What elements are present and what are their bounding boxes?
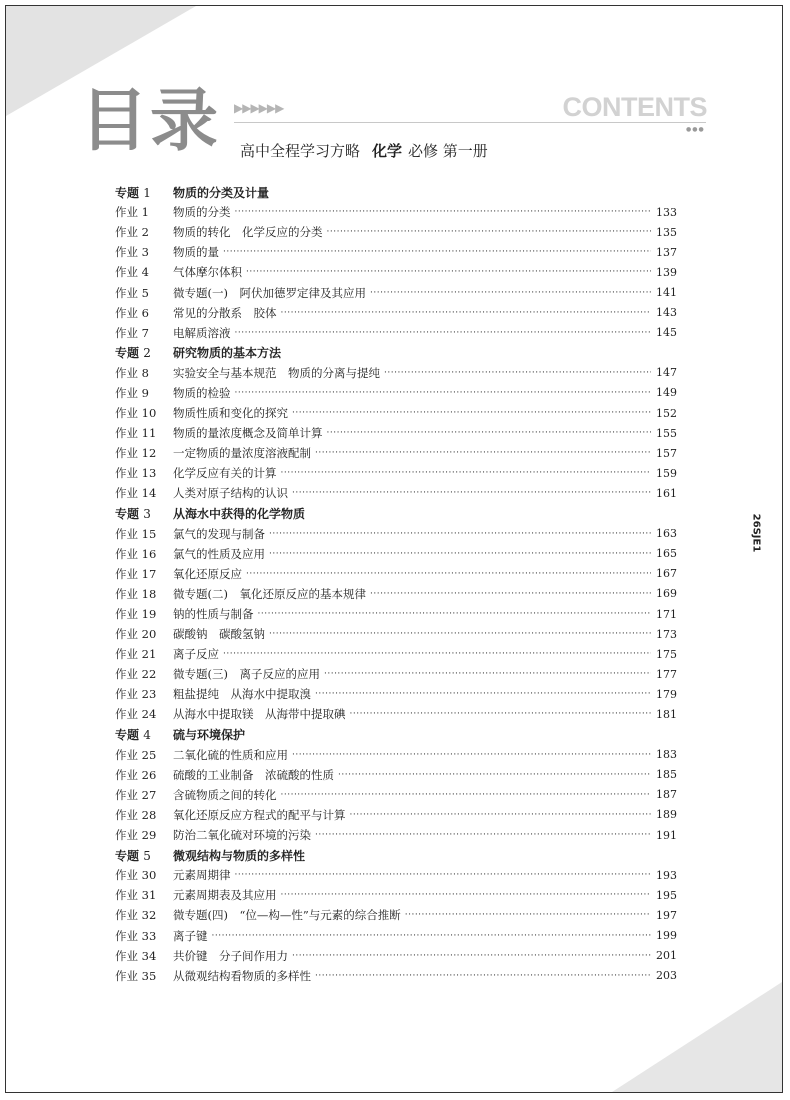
dot-leader	[350, 708, 652, 720]
assignment-number: 作业 9	[115, 385, 149, 400]
section-number: 3	[143, 507, 151, 522]
page-number: 167	[656, 567, 677, 581]
page-number: 152	[656, 406, 677, 420]
dot-leader	[281, 789, 652, 801]
section-label-text: 专题	[115, 728, 140, 743]
page-number: 191	[656, 828, 677, 842]
assignment-title: 碳酸钠 碳酸氢钠	[173, 627, 265, 642]
toc-item[interactable]	[115, 664, 677, 684]
arrow-decoration-icon: ▶▶▶▶▶▶	[234, 101, 284, 115]
assignment-number: 作业 4	[115, 265, 149, 280]
assignment-title: 从微观结构看物质的多样性	[173, 968, 311, 983]
assignment-number: 作业 21	[115, 647, 157, 662]
toc-item[interactable]	[115, 584, 677, 604]
section-number: 4	[143, 728, 151, 743]
dot-leader	[324, 668, 651, 680]
subtitle-subject: 化学	[372, 142, 403, 160]
toc-section-heading	[115, 504, 677, 524]
page-number: 197	[656, 908, 677, 922]
assignment-number: 作业 26	[115, 767, 157, 782]
assignment-number: 作业 11	[115, 426, 157, 441]
assignment-number: 作业 1	[115, 205, 149, 220]
dot-leader	[327, 427, 652, 439]
dot-leader	[223, 648, 651, 660]
page-number: 181	[656, 707, 677, 721]
assignment-title: 物质的分类	[173, 205, 231, 220]
assignment-title: 含硫物质之间的转化	[173, 787, 277, 802]
section-label	[115, 344, 173, 361]
section-number: 5	[143, 848, 151, 863]
assignment-number: 作业 22	[115, 667, 157, 682]
section-label-text: 专题	[115, 848, 140, 863]
assignment-title: 元素周期律	[173, 868, 231, 883]
dot-leader	[327, 226, 652, 238]
dot-leader	[405, 909, 651, 921]
assignment-title: 物质的转化 化学反应的分类	[173, 225, 323, 240]
assignment-title: 防治二氧化硫对环境的污染	[173, 828, 311, 843]
dot-leader	[235, 869, 652, 881]
page-number: 171	[656, 607, 677, 621]
dot-leader	[235, 327, 652, 339]
toc-item[interactable]	[115, 805, 677, 825]
page-number: 177	[656, 667, 677, 681]
assignment-title: 从海水中提取镁 从海带中提取碘	[173, 707, 346, 722]
assignment-title: 微专题(二) 氧化还原反应的基本规律	[173, 586, 366, 601]
page-number: 161	[656, 486, 677, 500]
page-number: 195	[656, 888, 677, 902]
toc-item[interactable]	[115, 966, 677, 986]
assignment-title: 微专题(四) “位—构—性”与元素的综合推断	[173, 908, 401, 923]
section-label-text: 专题	[115, 346, 140, 361]
page-number: 163	[656, 527, 677, 541]
toc-item[interactable]	[115, 865, 677, 885]
page-number: 143	[656, 306, 677, 320]
assignment-number: 作业 16	[115, 546, 157, 561]
assignment-number: 作业 6	[115, 305, 149, 320]
page-number: 179	[656, 687, 677, 701]
assignment-number: 作业 10	[115, 406, 157, 421]
toc-item[interactable]	[115, 624, 677, 644]
dot-leader	[292, 407, 651, 419]
page-number: 185	[656, 768, 677, 782]
page-number: 201	[656, 949, 677, 963]
page-number: 147	[656, 366, 677, 380]
section-title: 从海水中获得的化学物质	[173, 507, 306, 522]
dot-leader	[235, 387, 652, 399]
assignment-number: 作业 34	[115, 948, 157, 963]
assignment-title: 气体摩尔体积	[173, 265, 242, 280]
toc-item[interactable]	[115, 262, 677, 282]
assignment-number: 作业 18	[115, 586, 157, 601]
assignment-number: 作业 24	[115, 707, 157, 722]
toc-item[interactable]	[115, 745, 677, 765]
page-number: 175	[656, 647, 677, 661]
assignment-number: 作业 17	[115, 566, 157, 581]
assignment-title: 氯气的性质及应用	[173, 546, 265, 561]
toc-item[interactable]	[115, 905, 677, 925]
assignment-number: 作业 3	[115, 245, 149, 260]
toc-item[interactable]	[115, 604, 677, 624]
section-number: 1	[143, 185, 151, 200]
assignment-title: 化学反应有关的计算	[173, 466, 277, 481]
assignment-title: 微专题(一) 阿伏加德罗定律及其应用	[173, 285, 366, 300]
section-title: 微观结构与物质的多样性	[173, 848, 306, 863]
toc-item[interactable]	[115, 202, 677, 222]
page-number: 183	[656, 748, 677, 762]
assignment-number: 作业 2	[115, 225, 149, 240]
section-title: 物质的分类及计量	[173, 185, 270, 200]
page-number: 189	[656, 808, 677, 822]
dot-leader	[315, 688, 651, 700]
assignment-title: 元素周期表及其应用	[173, 888, 277, 903]
assignment-title: 粗盐提纯 从海水中提取溴	[173, 687, 311, 702]
page-number: 157	[656, 446, 677, 460]
toc-item[interactable]	[115, 222, 677, 242]
toc-item[interactable]	[115, 383, 677, 403]
book-subtitle	[240, 140, 488, 161]
page-number: 193	[656, 868, 677, 882]
dot-leader	[370, 588, 651, 600]
assignment-number: 作业 28	[115, 807, 157, 822]
assignment-title: 共价键 分子间作用力	[173, 948, 288, 963]
assignment-number: 作业 19	[115, 607, 157, 622]
section-label	[115, 184, 173, 201]
assignment-title: 物质性质和变化的探究	[173, 406, 288, 421]
page-number: 199	[656, 929, 677, 943]
page-number: 165	[656, 547, 677, 561]
toc-item[interactable]	[115, 242, 677, 262]
toc-item[interactable]	[115, 765, 677, 785]
page-number: 159	[656, 466, 677, 480]
dot-leader	[315, 447, 651, 459]
assignment-title: 硫酸的工业制备 浓硫酸的性质	[173, 767, 334, 782]
dot-leader	[246, 568, 651, 580]
page-number: 141	[656, 286, 677, 300]
assignment-title: 一定物质的量浓度溶液配制	[173, 446, 311, 461]
dot-leader	[258, 608, 652, 620]
assignment-title: 氧化还原反应方程式的配平与计算	[173, 807, 346, 822]
toc-item[interactable]	[115, 564, 677, 584]
section-number: 2	[143, 346, 151, 361]
page-number: 187	[656, 788, 677, 802]
assignment-title: 离子反应	[173, 647, 219, 662]
assignment-title: 离子键	[173, 928, 208, 943]
contents-heading: CONTENTS	[562, 92, 707, 122]
side-code-text: 26SJE1	[750, 513, 762, 553]
toc-section-heading	[115, 343, 677, 363]
assignment-number: 作业 30	[115, 868, 157, 883]
assignment-title: 物质的检验	[173, 385, 231, 400]
toc-item[interactable]	[115, 925, 677, 945]
assignment-title: 钠的性质与制备	[173, 607, 254, 622]
page-number: 149	[656, 386, 677, 400]
dot-leader	[315, 970, 651, 982]
dot-leader	[350, 809, 652, 821]
dot-leader	[235, 206, 652, 218]
assignment-number: 作业 25	[115, 747, 157, 762]
page-number: 135	[656, 225, 677, 239]
toc-item[interactable]	[115, 785, 677, 805]
assignment-title: 常见的分散系 胶体	[173, 305, 277, 320]
section-label-text: 专题	[115, 507, 140, 522]
assignment-title: 实验安全与基本规范 物质的分离与提纯	[173, 365, 380, 380]
assignment-number: 作业 20	[115, 627, 157, 642]
dot-leader	[370, 287, 651, 299]
toc-item[interactable]	[115, 825, 677, 845]
page-number: 173	[656, 627, 677, 641]
toc-item[interactable]	[115, 684, 677, 704]
assignment-number: 作业 29	[115, 828, 157, 843]
assignment-number: 作业 5	[115, 285, 149, 300]
assignment-title: 人类对原子结构的认识	[173, 486, 288, 501]
dot-leader	[269, 528, 651, 540]
page-number: 145	[656, 326, 677, 340]
dot-leader	[292, 487, 651, 499]
dot-leader	[338, 769, 651, 781]
corner-decoration-bottom-right	[612, 982, 782, 1092]
dot-leader	[223, 246, 651, 258]
toc-item[interactable]	[115, 323, 677, 343]
assignment-title: 电解质溶液	[173, 325, 231, 340]
section-label	[115, 726, 173, 743]
table-of-contents	[115, 182, 677, 986]
dot-leader	[292, 749, 651, 761]
subtitle-series: 高中全程学习方略	[240, 142, 361, 160]
assignment-number: 作业 35	[115, 968, 157, 983]
dot-leader	[212, 930, 652, 942]
assignment-title: 微专题(三) 离子反应的应用	[173, 667, 320, 682]
toc-section-heading	[115, 182, 677, 202]
toc-section-heading	[115, 845, 677, 865]
assignment-number: 作业 32	[115, 908, 157, 923]
dot-leader	[292, 950, 651, 962]
toc-item[interactable]	[115, 282, 677, 302]
toc-item[interactable]	[115, 463, 677, 483]
page-number: 139	[656, 265, 677, 279]
toc-item[interactable]	[115, 946, 677, 966]
dots-decoration-icon: ●●●	[686, 126, 705, 133]
page-number: 137	[656, 245, 677, 259]
toc-item[interactable]	[115, 363, 677, 383]
dot-leader	[384, 367, 651, 379]
page-title: 目录	[80, 82, 221, 161]
assignment-number: 作业 23	[115, 687, 157, 702]
assignment-number: 作业 8	[115, 365, 149, 380]
dot-leader	[281, 889, 652, 901]
section-label-text: 专题	[115, 185, 140, 200]
dot-leader	[246, 266, 651, 278]
assignment-number: 作业 31	[115, 888, 157, 903]
toc-item[interactable]	[115, 403, 677, 423]
dot-leader	[269, 628, 651, 640]
page-number: 133	[656, 205, 677, 219]
section-title: 研究物质的基本方法	[173, 346, 282, 361]
toc-item[interactable]	[115, 544, 677, 564]
assignment-title: 氯气的发现与制备	[173, 526, 265, 541]
page-number: 203	[656, 969, 677, 983]
assignment-title: 二氧化硫的性质和应用	[173, 747, 288, 762]
page-number: 155	[656, 426, 677, 440]
section-label	[115, 847, 173, 864]
dot-leader	[281, 307, 652, 319]
dot-leader	[281, 467, 652, 479]
assignment-title: 物质的量	[173, 245, 219, 260]
assignment-number: 作业 13	[115, 466, 157, 481]
subtitle-volume: 必修 第一册	[408, 142, 488, 160]
toc-item[interactable]	[115, 885, 677, 905]
page-number: 169	[656, 587, 677, 601]
toc-section-heading	[115, 725, 677, 745]
dot-leader	[269, 548, 651, 560]
assignment-title: 物质的量浓度概念及简单计算	[173, 426, 323, 441]
toc-item[interactable]	[115, 483, 677, 503]
toc-item[interactable]	[115, 423, 677, 443]
toc-item[interactable]	[115, 524, 677, 544]
assignment-number: 作业 14	[115, 486, 157, 501]
assignment-title: 氧化还原反应	[173, 566, 242, 581]
assignment-number: 作业 12	[115, 446, 157, 461]
assignment-number: 作业 7	[115, 325, 149, 340]
dot-leader	[315, 829, 651, 841]
toc-item[interactable]	[115, 443, 677, 463]
assignment-number: 作业 15	[115, 526, 157, 541]
toc-item[interactable]	[115, 704, 677, 724]
assignment-number: 作业 33	[115, 928, 157, 943]
assignment-number: 作业 27	[115, 787, 157, 802]
section-label	[115, 505, 173, 522]
toc-item[interactable]	[115, 303, 677, 323]
section-title: 硫与环境保护	[173, 728, 246, 743]
toc-item[interactable]	[115, 644, 677, 664]
